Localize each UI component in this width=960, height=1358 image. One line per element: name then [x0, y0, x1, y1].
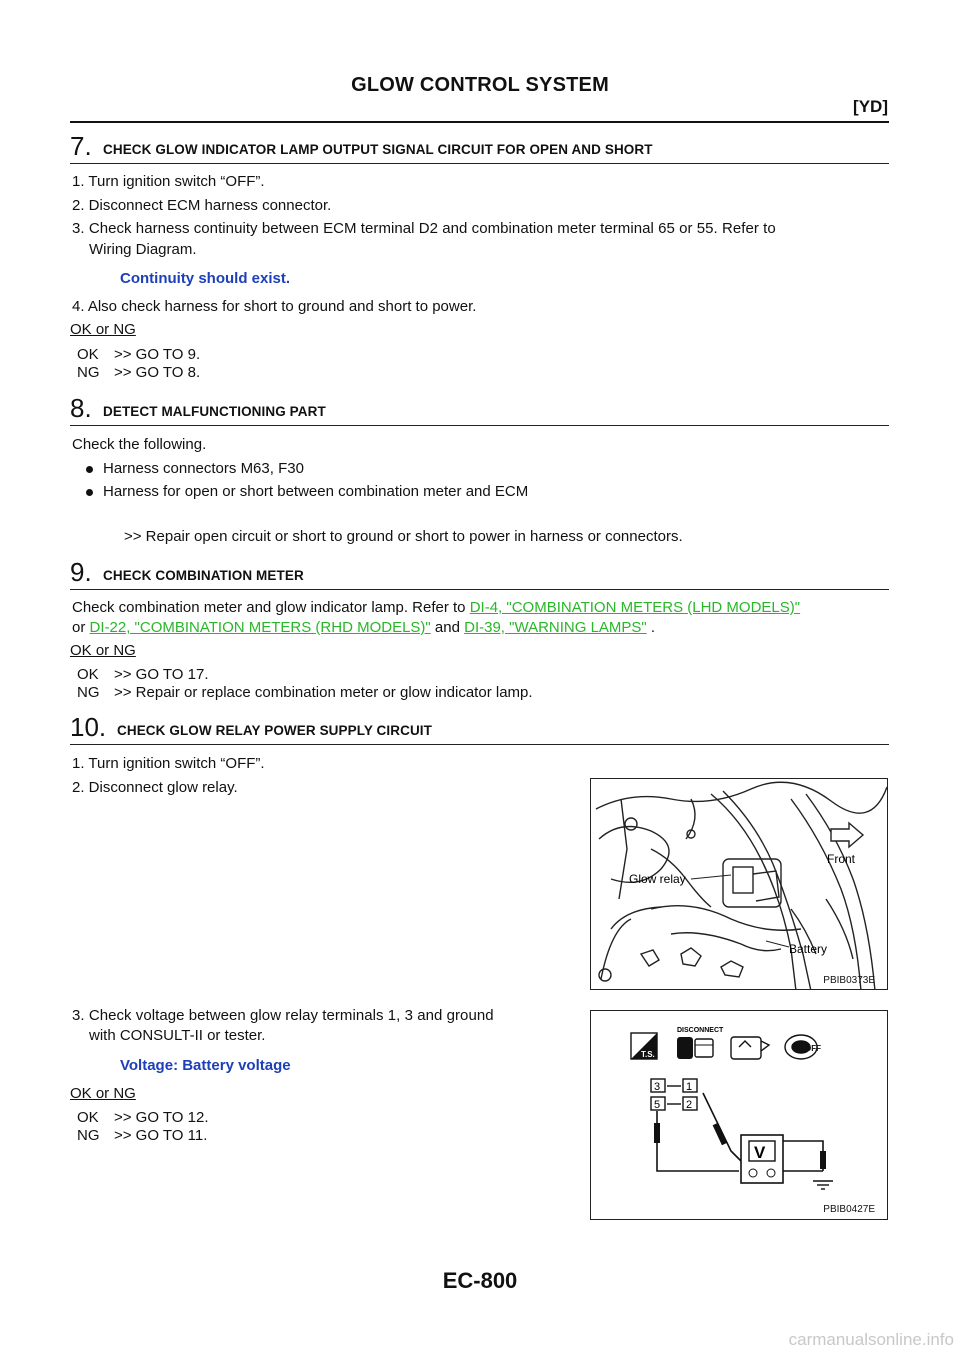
page-title: GLOW CONTROL SYSTEM: [351, 74, 609, 96]
step-9-text-line-2: or DI-22, "COMBINATION METERS (RHD MODELS)" and DI-39, "WARNING LAMPS" .: [72, 619, 656, 636]
ground-icon: [813, 1181, 833, 1189]
step-9-text-line-1: Check combination meter and glow indicator lamp. Refer to DI-4, "COMBINATION METERS (LHD MODELS)": [72, 599, 801, 616]
label-disconnect: DISCONNECT: [677, 1027, 724, 1034]
label-off: OFF: [805, 1044, 821, 1053]
terminal-3: 3: [654, 1081, 661, 1093]
probe-icon-2: [713, 1123, 728, 1145]
step-10-instruction-1: 1. Turn ignition switch “OFF”.: [72, 755, 265, 772]
step-number: 9.: [70, 557, 92, 587]
step-10-spec: Voltage: Battery voltage: [120, 1057, 291, 1074]
link-di-39[interactable]: DI-39, "WARNING LAMPS": [464, 619, 647, 636]
step-7-instruction-3-cont: Wiring Diagram.: [89, 241, 197, 258]
link-di-4[interactable]: DI-4, "COMBINATION METERS (LHD MODELS)": [469, 599, 801, 616]
step-8-bullet-1: Harness connectors M63, F30: [103, 460, 304, 477]
label-v: V: [754, 1143, 766, 1162]
terminal-5: 5: [654, 1099, 661, 1111]
step-10-result-ng: NG >> GO TO 11.: [77, 1127, 208, 1144]
step-7-instruction-4: 4. Also check harness for short to ground and short to power.: [72, 298, 477, 315]
step-9-result-ng: NG >> Repair or replace combination meter or glow indicator lamp.: [77, 684, 533, 701]
step-10-instruction-3-cont: with CONSULT-II or tester.: [89, 1027, 266, 1044]
step-number: 10.: [70, 712, 107, 742]
step-9-ok-or-ng: OK or NG: [70, 642, 136, 659]
step-10-ok-or-ng: OK or NG: [70, 1085, 136, 1102]
page-number: EC-800: [442, 1268, 518, 1293]
step-7-ok-or-ng: OK or NG: [70, 321, 136, 338]
terminal-2: 2: [686, 1099, 693, 1111]
step-number: 8.: [70, 393, 92, 423]
step-8-heading: [70, 392, 889, 426]
engine-bay-drawing: [591, 779, 888, 990]
step-9-heading: [70, 556, 889, 590]
step-10-heading: [70, 711, 889, 745]
step-number: 7.: [70, 131, 92, 161]
step-10-instruction-2: 2. Disconnect glow relay.: [72, 779, 238, 796]
probe-icon: [654, 1123, 660, 1143]
step-7-instruction-2: 2. Disconnect ECM harness connector.: [72, 197, 332, 214]
header-rule: [70, 121, 889, 123]
watermark: carmanualsonline.info: [788, 1330, 954, 1349]
figure-glow-relay-location: [590, 778, 888, 990]
figure-voltage-check: [590, 1010, 888, 1220]
step-10-instruction-3: 3. Check voltage between glow relay terminals 1, 3 and ground: [72, 1007, 494, 1024]
step-7-heading: [70, 130, 889, 164]
step-8-bullet-2: Harness for open or short between combination meter and ECM: [103, 483, 529, 500]
relay-icon: [731, 1037, 769, 1059]
step-7-instruction-3: 3. Check harness continuity between ECM terminal D2 and combination meter terminal 65 or 55. Refer to: [72, 220, 776, 237]
step-10-result-ok: OK >> GO TO 12.: [77, 1109, 209, 1126]
step-title: CHECK GLOW RELAY POWER SUPPLY CIRCUIT: [117, 723, 432, 738]
step-title: DETECT MALFUNCTIONING PART: [103, 404, 326, 419]
link-di-22[interactable]: DI-22, "COMBINATION METERS (RHD MODELS)": [89, 619, 431, 636]
figure-code: PBIB0427E: [823, 1204, 875, 1215]
step-7-instruction-1: 1. Turn ignition switch “OFF”.: [72, 173, 265, 190]
step-7-spec: Continuity should exist.: [120, 270, 291, 287]
connector-icon: [677, 1037, 713, 1059]
figure-code: PBIB0373E: [823, 975, 875, 986]
label-battery: Battery: [789, 942, 828, 956]
step-title: CHECK GLOW INDICATOR LAMP OUTPUT SIGNAL CIRCUIT FOR OPEN AND SHORT: [103, 142, 653, 157]
label-glow-relay: Glow relay: [629, 872, 686, 886]
svg-text:T.S.: T.S.: [641, 1050, 655, 1059]
label-front: Front: [827, 852, 856, 866]
terminal-1: 1: [686, 1081, 693, 1093]
step-8-intro: Check the following.: [72, 436, 207, 453]
step-7-result-ng: NG >> GO TO 8.: [77, 364, 201, 381]
step-8-action: >> Repair open circuit or short to ground or short to power in harness or connectors.: [124, 528, 683, 545]
step-7-result-ok: OK >> GO TO 9.: [77, 346, 201, 363]
voltage-check-drawing: [591, 1011, 888, 1220]
step-title: CHECK COMBINATION METER: [103, 568, 304, 583]
engine-tag: [YD]: [853, 97, 888, 116]
ground-probe: [820, 1151, 826, 1169]
step-9-result-ok: OK >> GO TO 17.: [77, 666, 209, 683]
